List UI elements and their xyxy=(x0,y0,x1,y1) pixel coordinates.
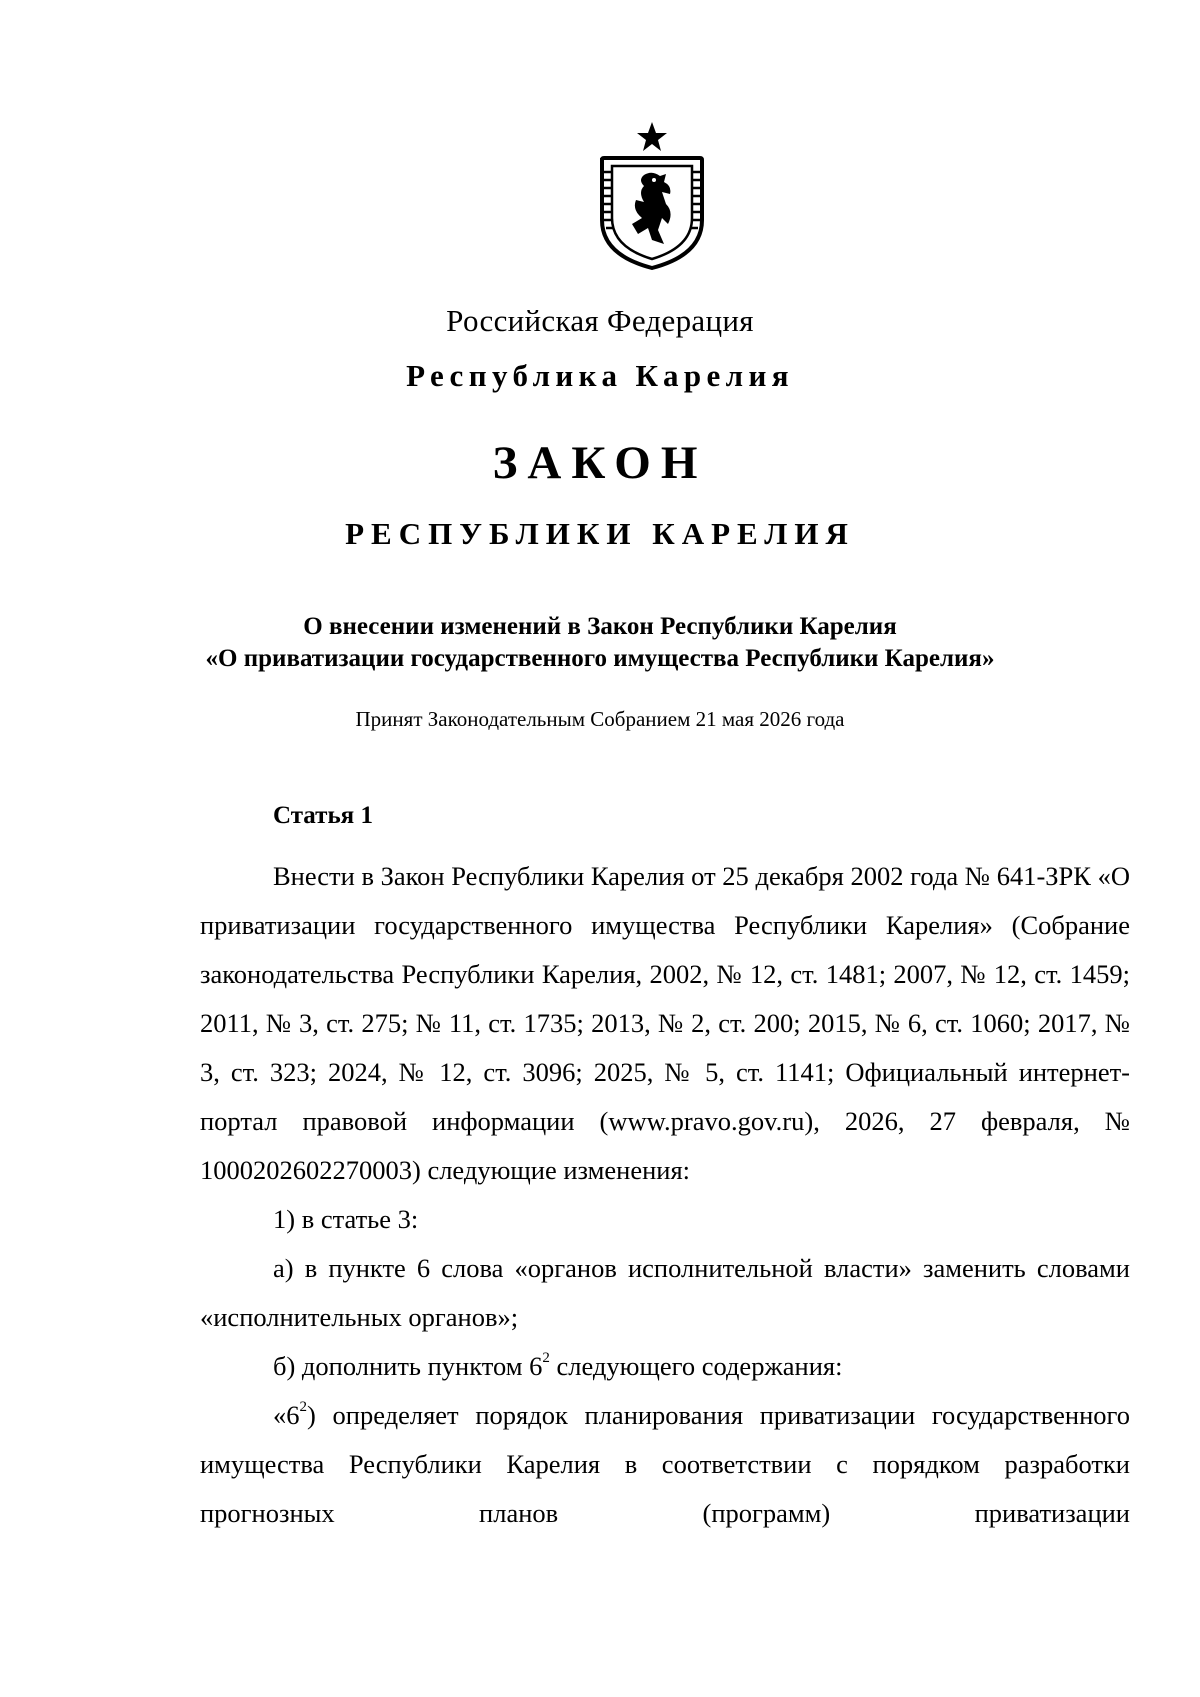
item-1-paragraph: 1) в статье 3: xyxy=(273,1204,419,1234)
law-title-line-2: «О приватизации государственного имущества Республики Карелия» xyxy=(205,645,995,672)
item-1a-paragraph: а) в пункте 6 слова «органов исполнительной власти» заменить словами «исполнительных органов»; xyxy=(200,1253,1130,1332)
item-1b-paragraph xyxy=(200,1342,1130,1391)
law-heading: ЗАКОН xyxy=(492,437,708,489)
quoted-clause-superscript: 2 xyxy=(299,1399,307,1416)
item-1b-text: б) дополнить пунктом 6 xyxy=(273,1351,543,1381)
quoted-clause-text: ) определяет порядок планирования приватизации государственного имущества Республики Карелия в соответствии с порядком разработки прогнозных планов (программ) приватизации xyxy=(200,1400,1130,1528)
law-title xyxy=(0,611,1200,675)
item-1b-text-end: следующего содержания: xyxy=(549,1351,843,1381)
item-1b-superscript: 2 xyxy=(542,1350,550,1367)
law-title-line-1: О внесении изменений в Закон Республики Карелия xyxy=(303,613,897,640)
republic-heading: Республика Карелия xyxy=(406,358,794,393)
article-heading: Статья 1 xyxy=(273,802,373,829)
federation-heading: Российская Федерация xyxy=(446,303,754,338)
adoption-note: Принят Законодательным Собранием 21 мая 2026 года xyxy=(355,707,845,731)
quoted-clause-paragraph xyxy=(200,1391,1130,1538)
quoted-clause-number: «6 xyxy=(273,1400,300,1430)
article-body xyxy=(200,852,1130,1538)
article-intro-paragraph: Внести в Закон Республики Карелия от 25 декабря 2002 года № 641-ЗРК «О приватизации государственного имущества Республики Карелия» (Собрание законодательства Республики Карелия, 2002, № 12, ст. 1481; 2007, № 12, ст. 1459; 2011, № 3, ст. 275; № 11, ст. 1735; 2013, № 2, ст. 200; 2015, № 6, ст. 1060; 2017, № 3, ст. 323; 2024, № 12, ст. 3096; 2025, № 5, ст. 1141; Официальный интернет-портал правовой информации (www.pravo.gov.ru), 2026, 27 февраля, № 1000202602270003) следующие изменения: xyxy=(200,861,1130,1185)
karelia-coat-of-arms-icon xyxy=(592,120,712,270)
law-of-republic-heading: РЕСПУБЛИКИ КАРЕЛИЯ xyxy=(345,516,855,551)
